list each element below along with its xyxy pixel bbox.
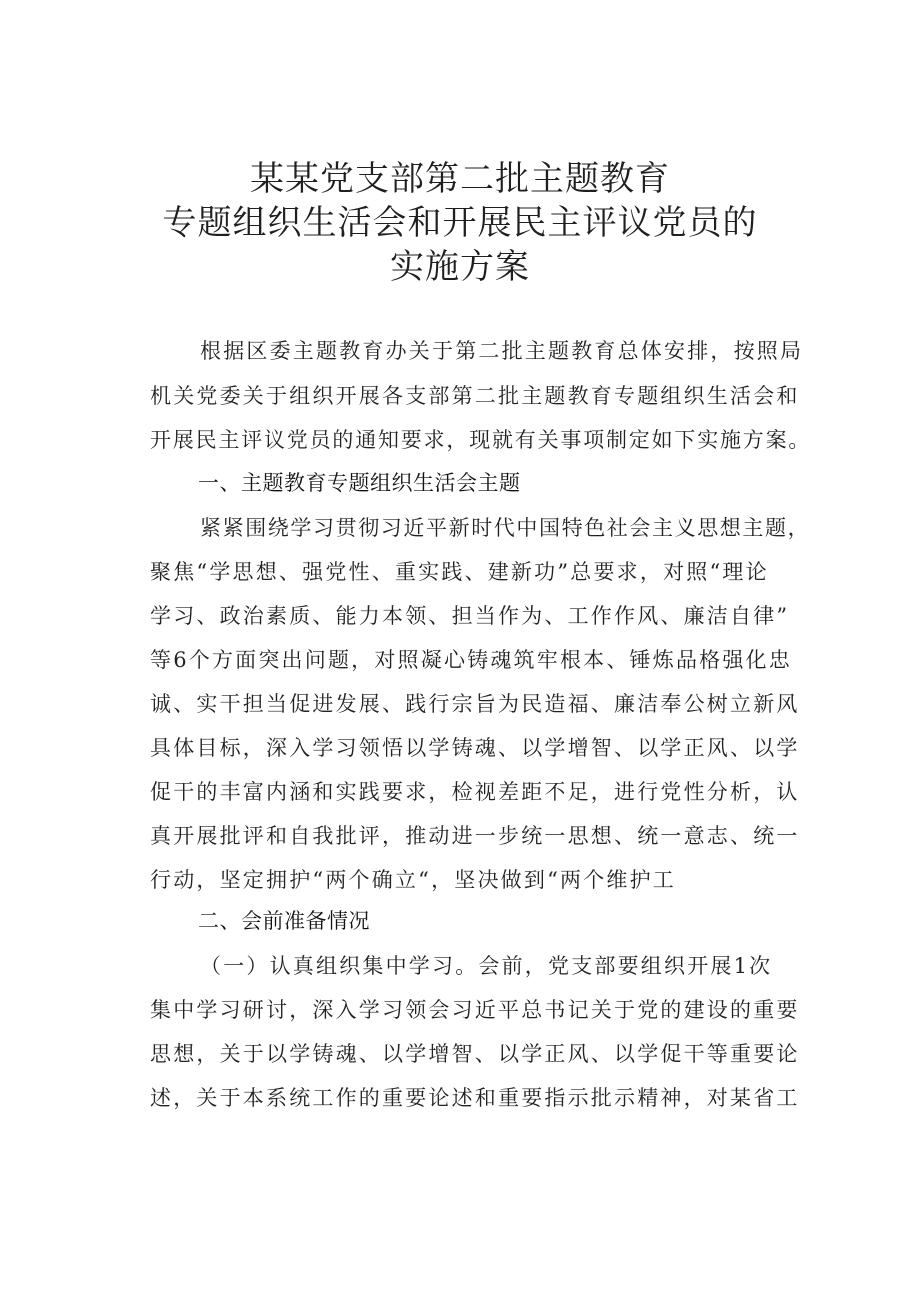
section-line: 促干的丰富内涵和实践要求，检视差距不足，进行党性分析，认	[150, 780, 800, 804]
section-line: 真开展批评和自我批评，推动进一步统一思想、统一意志、统一	[150, 824, 800, 848]
section-line: 述，关于本系统工作的重要论述和重要指示批示精神，对某省工	[150, 1086, 800, 1110]
intro-line: 机关党委关于组织开展各支部第二批主题教育专题组织生活会和	[150, 384, 800, 408]
section-line: 集中学习研讨，深入学习领会习近平总书记关于党的建设的重要	[150, 998, 800, 1022]
intro-line: 根据区委主题教育办关于第二批主题教育总体安排，按照局	[200, 339, 804, 363]
section-line: 具体目标，深入学习领悟以学铸魂、以学增智、以学正风、以学	[150, 736, 800, 760]
section-line: 紧紧围绕学习贯彻习近平新时代中国特色社会主义思想主题，	[200, 516, 811, 540]
section-line: 聚焦“学思想、强党性、重实践、建新功”总要求，对照“理论	[150, 560, 769, 584]
document-title-line-3: 实施方案	[390, 247, 530, 287]
section-line: （一）认真组织集中学习。会前，党支部要组织开展1次	[200, 954, 773, 978]
section-heading: 一、主题教育专题组织生活会主题	[198, 471, 521, 495]
section-line: 等6个方面突出问题，对照凝心铸魂筑牢根本、锤炼品格强化忠	[150, 648, 792, 672]
document-title-line-2: 专题组织生活会和开展民主评议党员的	[162, 203, 758, 243]
intro-line: 开展民主评议党员的通知要求，现就有关事项制定如下实施方案。	[150, 428, 812, 452]
section-heading: 二、会前准备情况	[198, 909, 370, 933]
section-line: 学习、政治素质、能力本领、担当作为、工作作风、廉洁自律”	[150, 604, 790, 628]
section-line: 行动，坚定拥护“两个确立“，坚决做到“两个维护工	[150, 868, 677, 892]
section-line: 思想，关于以学铸魂、以学增智、以学正风、以学促干等重要论	[150, 1042, 800, 1066]
section-line: 诚、实干担当促进发展、践行宗旨为民造福、廉洁奉公树立新风	[150, 692, 800, 716]
document-title-line-1: 某某党支部第二批主题教育	[250, 159, 670, 199]
